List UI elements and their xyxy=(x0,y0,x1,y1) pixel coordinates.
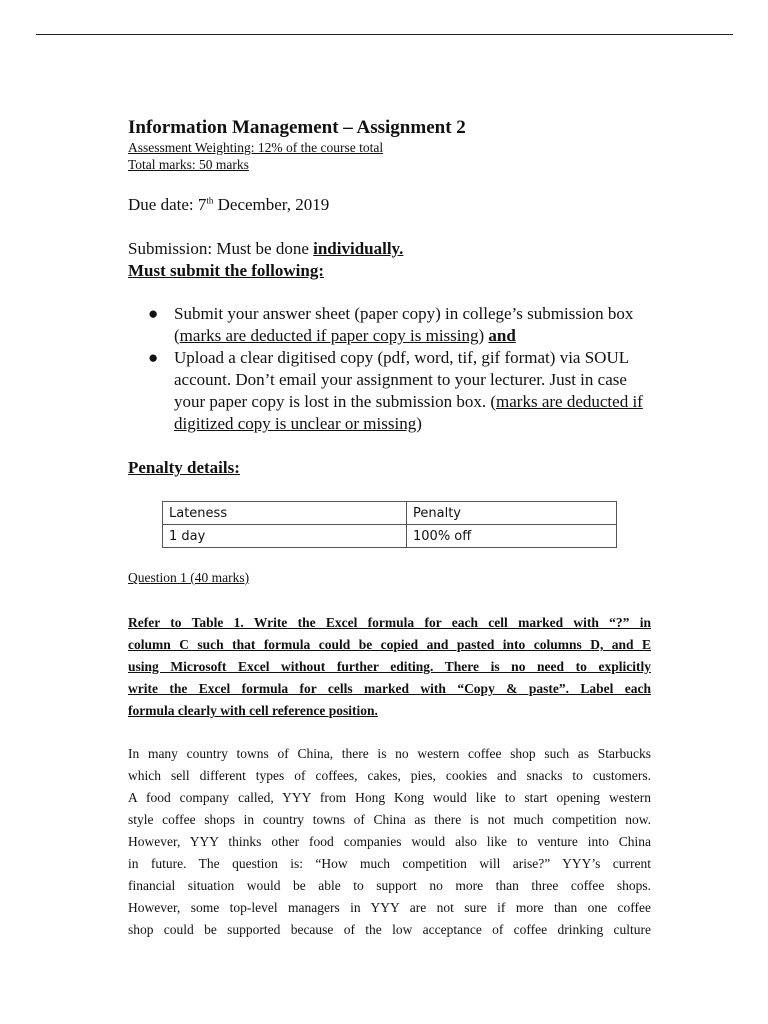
header-rule xyxy=(36,34,733,35)
bullet-icon: ● xyxy=(148,304,159,323)
question-instruction xyxy=(128,612,651,722)
bullet-icon: ● xyxy=(148,348,159,367)
instruction-line: formula clearly with cell reference position. xyxy=(128,703,378,718)
table-header-cell: Lateness xyxy=(163,502,407,525)
list-item xyxy=(128,347,651,435)
bullet-underlined-text: marks are deducted if digitized copy is unclear or missing xyxy=(174,392,643,433)
instruction-line: column C such that formula could be copied and pasted into columns D, and E xyxy=(128,637,651,652)
body-line: style coffee shops in country towns of China as there is not much competition now. xyxy=(128,812,651,827)
assessment-weighting: Assessment Weighting: 12% of the course total xyxy=(128,140,384,155)
table-row xyxy=(163,525,617,548)
submission-list xyxy=(128,303,651,435)
table-header-cell: Penalty xyxy=(407,502,617,525)
bullet-bold-text: and xyxy=(488,326,516,345)
body-line: However, some top-level managers in YYY are not sure if more than one coffee xyxy=(128,900,651,915)
due-date-prefix: Due date: 7 xyxy=(128,195,207,214)
bullet-text: Submit your answer sheet (paper copy) in college’s submission box ( xyxy=(174,304,634,345)
submission-emphasis: individually. xyxy=(313,239,404,258)
instruction-line: Refer to Table 1. Write the Excel formula for each cell marked with “?” in xyxy=(128,615,651,630)
bullet-text-end: ) xyxy=(478,326,489,345)
instruction-line: write the Excel formula for cells marked with “Copy & paste”. Label each xyxy=(128,681,651,696)
submission-prefix: Submission: Must be done xyxy=(128,239,314,258)
body-line: shop could be supported because of the low acceptance of coffee drinking culture xyxy=(128,922,651,937)
body-line: in future. The question is: “How much competition will arise?” YYY’s current xyxy=(128,856,651,871)
question-title: Question 1 (40 marks) xyxy=(128,570,250,585)
must-submit-heading: Must submit the following: xyxy=(128,261,324,280)
body-line: which sell different types of coffees, cakes, pies, cookies and snacks to customers. xyxy=(128,768,651,783)
table-header-row xyxy=(163,502,617,525)
bullet-text-end: ) xyxy=(416,414,422,433)
body-line: In many country towns of China, there is no western coffee shop such as Starbucks xyxy=(128,746,651,761)
total-marks: Total marks: 50 marks xyxy=(128,157,249,172)
question-body xyxy=(128,743,651,941)
due-date-ordinal: th xyxy=(206,195,214,206)
table-cell: 100% off xyxy=(407,525,617,548)
body-line: However, YYY thinks other food companies would also like to venture into China xyxy=(128,834,651,849)
penalty-table xyxy=(162,501,617,548)
bullet-text: Upload a clear digitised copy (pdf, word, tif, gif format) via SOUL account. Don’t email your assignment to your lecturer. Just in case your paper copy is lost in the submission box. ( xyxy=(174,348,629,411)
table-cell: 1 day xyxy=(163,525,407,548)
bullet-underlined-text: marks are deducted if paper copy is missing xyxy=(179,326,479,345)
due-date xyxy=(128,195,329,215)
document-title: Information Management – Assignment 2 xyxy=(128,117,466,138)
instruction-line: using Microsoft Excel without further editing. There is no need to explicitly xyxy=(128,659,651,674)
penalty-heading: Penalty details: xyxy=(128,458,240,477)
body-line: A food company called, YYY from Hong Kong would like to start opening western xyxy=(128,790,651,805)
list-item xyxy=(128,303,651,347)
body-line: financial situation would be able to support no more than three coffee shops. xyxy=(128,878,651,893)
submission-line xyxy=(128,239,403,259)
due-date-suffix: December, 2019 xyxy=(213,195,330,214)
